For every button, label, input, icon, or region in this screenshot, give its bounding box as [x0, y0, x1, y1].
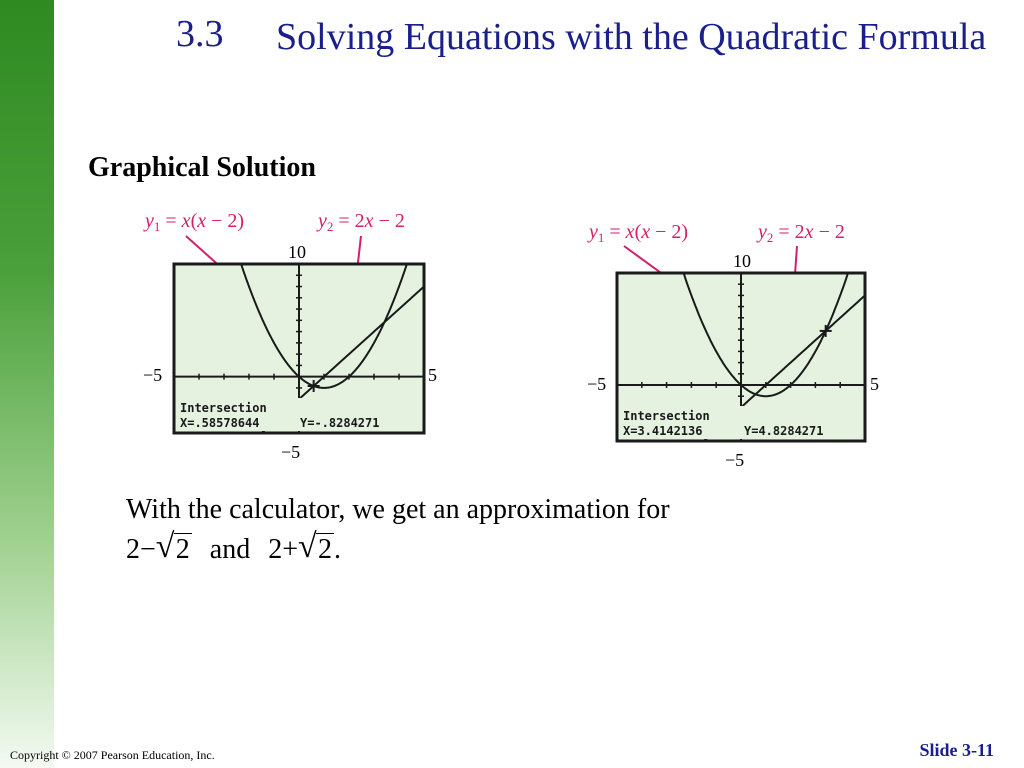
graph2-ymax-label: 10	[733, 251, 751, 271]
expr2-left: 2+	[268, 534, 299, 565]
graph2-screen-y: Y=4.8284271	[744, 424, 824, 438]
graph2-screen-x: X=3.4142136	[623, 424, 703, 438]
slide-title: Solving Equations with the Quadratic Formula	[276, 16, 987, 58]
math-expression	[126, 528, 342, 566]
graph2-screen-title: Intersection	[623, 409, 710, 423]
slide-number: Slide 3-11	[919, 740, 994, 760]
graph2-xmax-label: 5	[870, 374, 879, 394]
expr1-radicand: 2	[175, 534, 190, 565]
body-text: With the calculator, we get an approximation for	[126, 494, 670, 525]
sqrt-symbol-1: √ 2	[155, 528, 190, 565]
graph1-eq2-label: $y_2 = 2x - 2$	[318, 210, 405, 234]
graph1-xmin-label: −5	[143, 365, 163, 385]
graph2-eq2-label: $y_2 = 2x - 2$	[758, 221, 845, 245]
math-conjunction: and	[209, 534, 251, 565]
graph1-screen-y: Y=-.8284271	[300, 416, 380, 430]
math-trailing: .	[334, 534, 342, 565]
graph-2	[587, 221, 879, 470]
graph2-xmin-label: −5	[587, 374, 607, 394]
graph1-screen-x: X=.58578644	[180, 416, 260, 430]
expr1-left: 2−	[126, 534, 156, 565]
copyright: Copyright © 2007 Pearson Education, Inc.	[10, 748, 215, 762]
graph1-screen-title: Intersection	[180, 401, 267, 415]
section-number: 3.3	[176, 13, 224, 55]
graph1-ymin-label: −5	[281, 442, 301, 462]
graph1-ymax-label: 10	[288, 242, 306, 262]
graph2-eq1-label: $y_1 = x(x - 2)$	[589, 221, 689, 245]
subheading: Graphical Solution	[88, 152, 316, 183]
sqrt-symbol-2: √ 2	[298, 528, 333, 565]
expr2-radicand: 2	[318, 534, 333, 565]
graph1-xmax-label: 5	[428, 365, 437, 385]
graph1-eq1-label: $y_1 = x(x - 2)$	[145, 210, 245, 234]
graph-1	[143, 210, 437, 462]
graph2-ymin-label: −5	[725, 450, 745, 470]
